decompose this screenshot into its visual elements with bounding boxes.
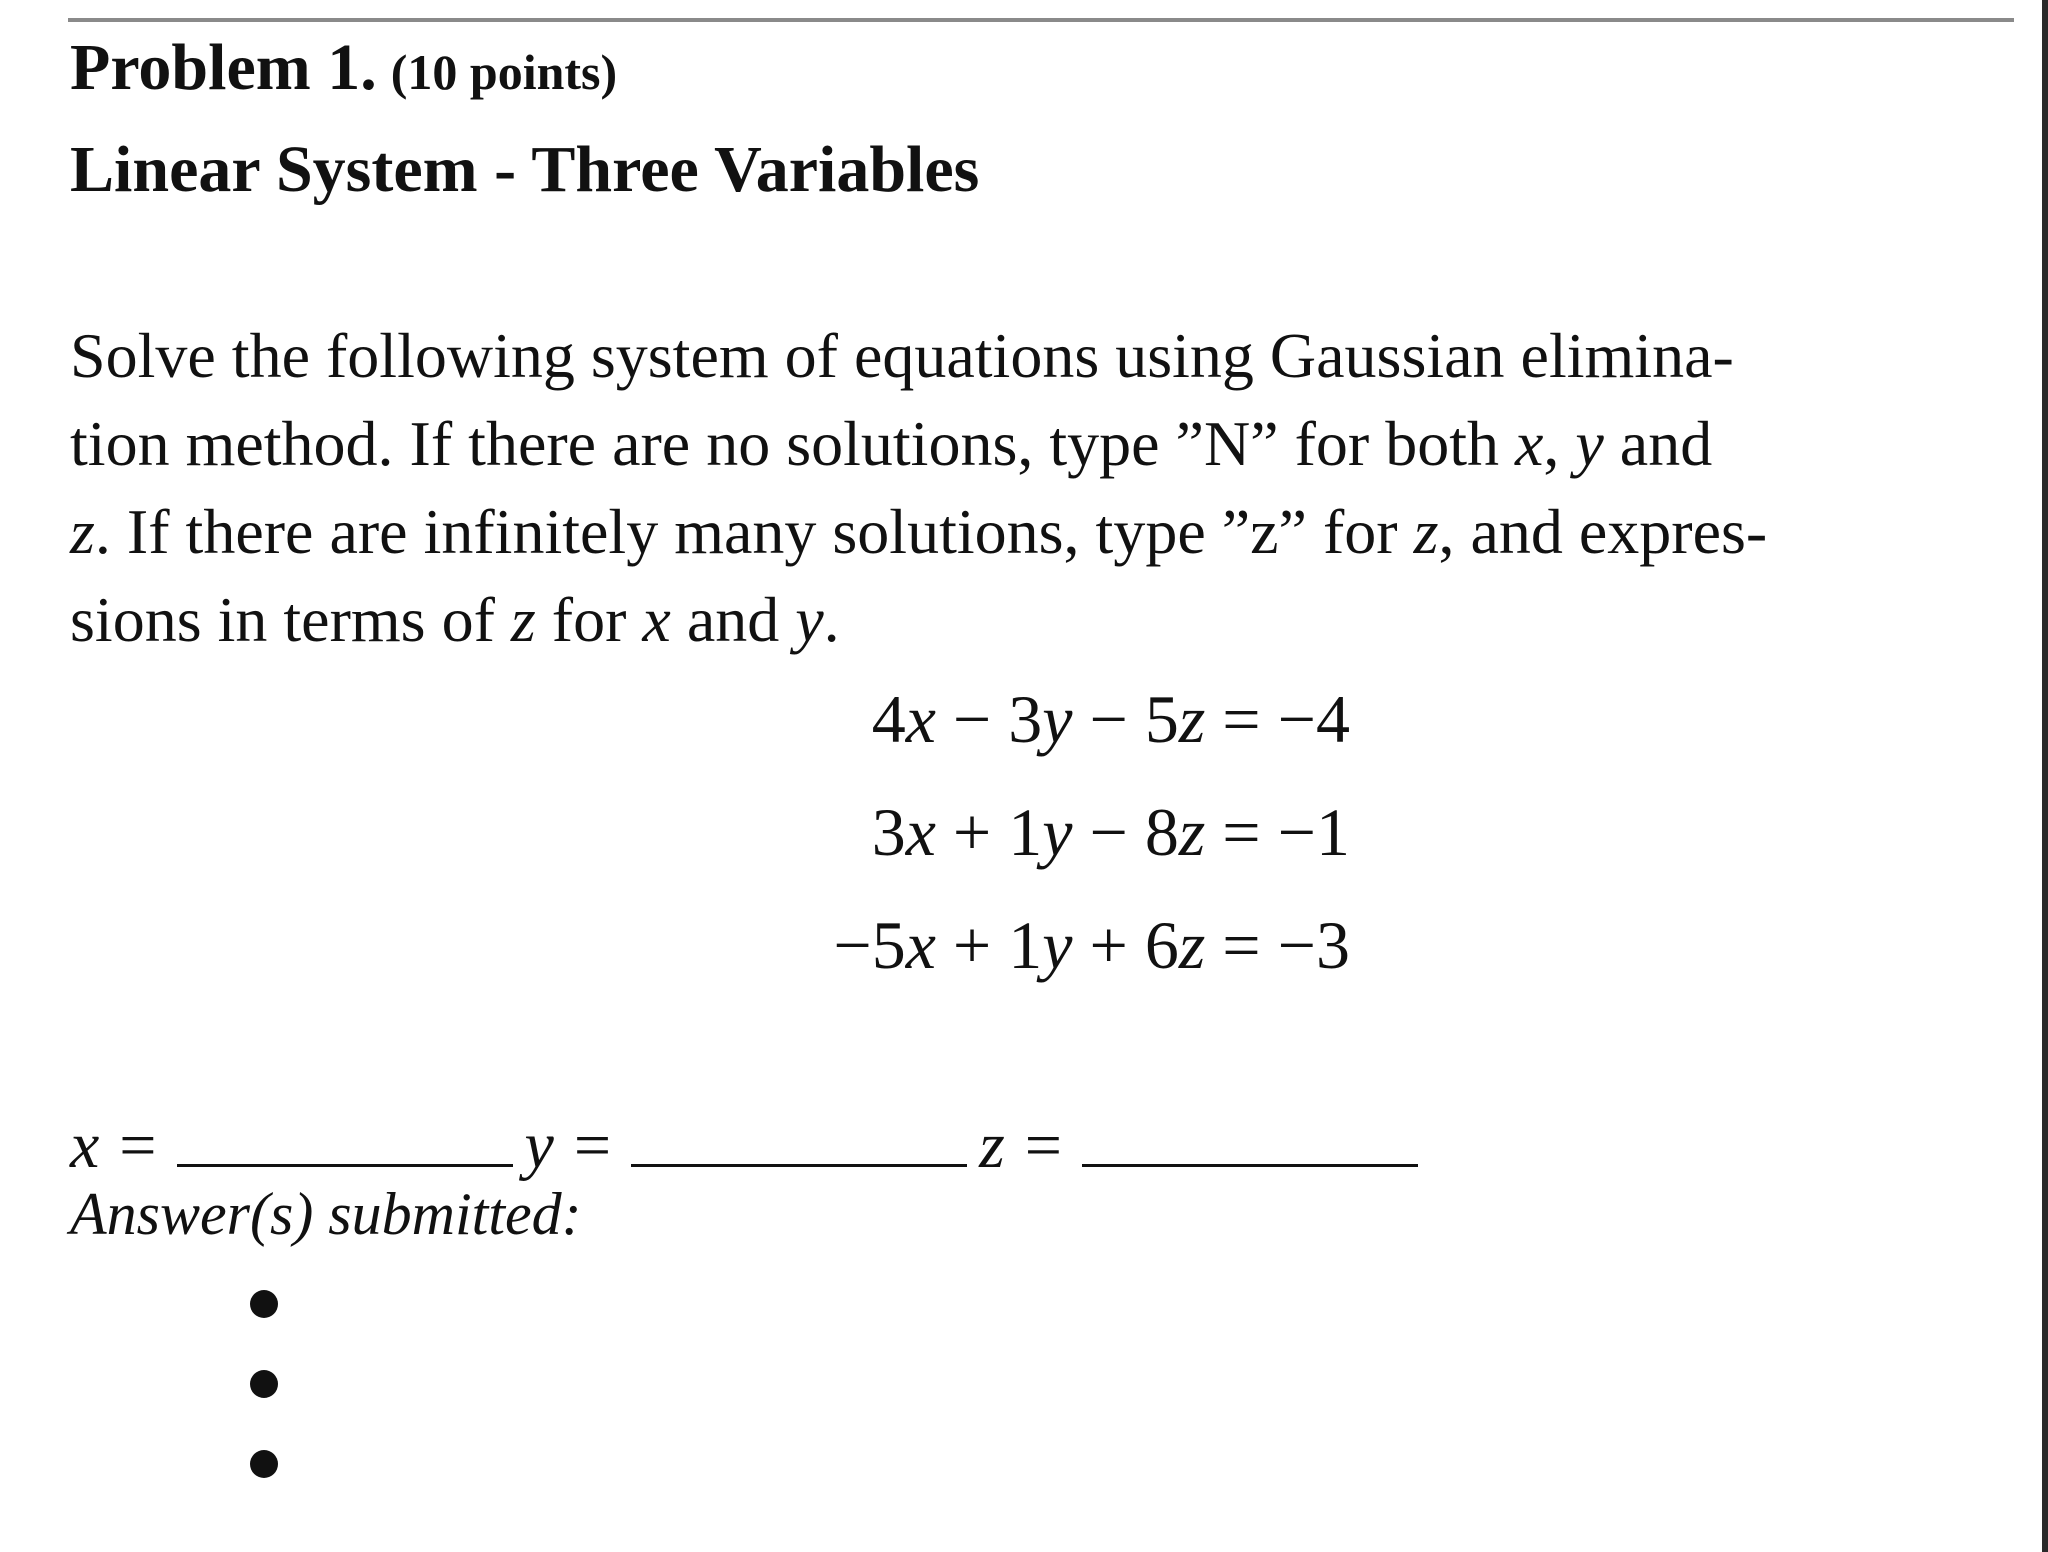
problem-header xyxy=(70,30,617,106)
y-answer-input[interactable] xyxy=(631,1164,967,1167)
submitted-answers-list xyxy=(250,1290,278,1530)
list-item xyxy=(250,1450,278,1478)
problem-instructions xyxy=(70,312,2016,664)
z-equals: = xyxy=(1024,1109,1062,1182)
instructions-line-1: Solve the following system of equations using Gaussian elimina- xyxy=(70,320,1734,391)
x-equals: = xyxy=(119,1109,157,1182)
problem-subtitle: Linear System - Three Variables xyxy=(70,133,980,206)
equation-3: −5x + 1y + 6z = −3 xyxy=(833,907,1350,983)
list-item xyxy=(250,1290,278,1318)
y-label: y xyxy=(524,1109,554,1182)
right-border xyxy=(2042,0,2048,1552)
problem-points: (10 points) xyxy=(390,44,618,100)
instructions-line-2: tion method. If there are no solutions, type ”N” for both x, y and xyxy=(70,408,1713,479)
y-equals: = xyxy=(573,1109,612,1182)
answers-submitted-label: Answer(s) submitted: xyxy=(70,1181,582,1247)
answer-fields xyxy=(70,1108,1430,1184)
equation-system xyxy=(730,681,1350,1024)
z-answer-input[interactable] xyxy=(1082,1164,1418,1167)
x-label: x xyxy=(70,1109,100,1182)
equation-1: 4x − 3y − 5z = −4 xyxy=(871,681,1350,757)
problem-number: Problem 1. xyxy=(70,31,377,104)
instructions-line-3: z. If there are infinitely many solutions, type ”z” for z, and expres- xyxy=(70,496,1768,567)
z-label: z xyxy=(979,1109,1005,1182)
equation-2: 3x + 1y − 8z = −1 xyxy=(871,794,1350,870)
top-divider xyxy=(68,18,2014,22)
x-answer-input[interactable] xyxy=(177,1164,513,1167)
instructions-line-4: sions in terms of z for x and y. xyxy=(70,584,840,655)
list-item xyxy=(250,1370,278,1398)
